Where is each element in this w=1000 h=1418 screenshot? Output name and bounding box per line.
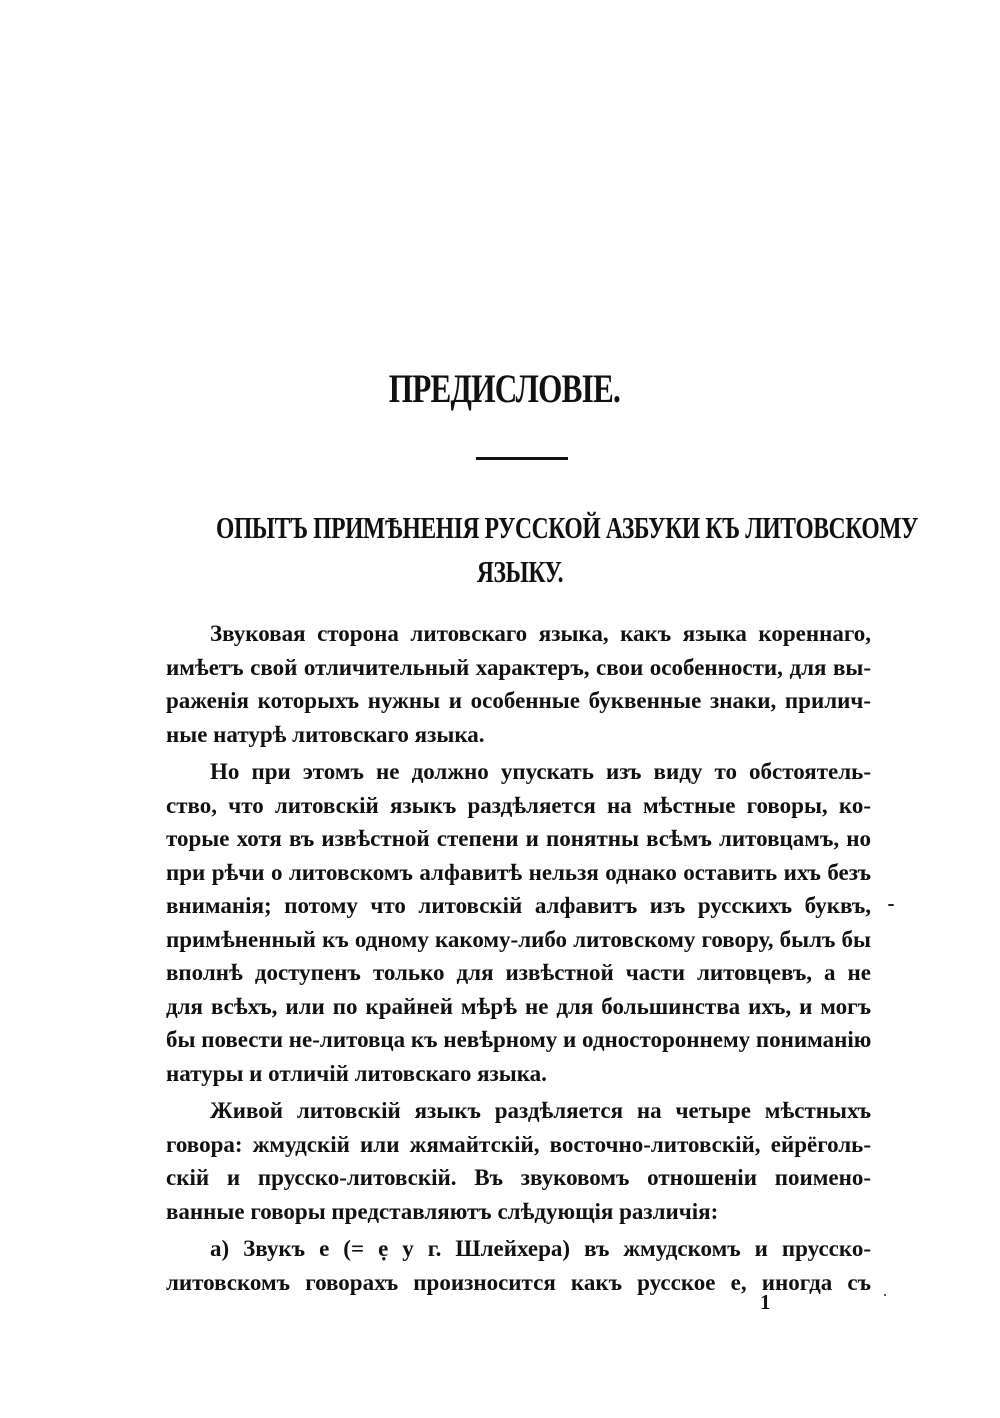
text-line: раженія которыхъ нужны и особенные буквенные знаки, прилич- xyxy=(166,688,871,713)
text-line: вниманія; потому что литовскій алфавитъ изъ русскихъ буквъ, xyxy=(166,893,871,918)
page-title: ПРЕДИСЛОВІЕ. xyxy=(388,366,621,411)
text-line: ванные говоры представляютъ слѣдующія различія: xyxy=(166,1198,719,1224)
text-line: примѣненный къ одному какому-либо литовскому говору, былъ бы xyxy=(166,926,871,952)
text-line: при рѣчи о литовскомъ алфавитѣ нельзя однако оставить ихъ безъ xyxy=(166,859,871,885)
section-title xyxy=(120,506,920,594)
scan-speck xyxy=(884,1294,886,1296)
text-line: а) Звукъ е (= ẹ у г. Шлейхера) въ жмудскомъ и прусско- xyxy=(210,1236,871,1261)
paragraph-1 xyxy=(166,617,871,751)
scan-speck xyxy=(888,904,894,906)
text-line: ные натурѣ литовскаго языка. xyxy=(166,721,485,747)
text-line: ство, что литовскій языкъ раздѣляется на мѣстные говоры, ко- xyxy=(166,792,871,818)
text-line: натуры и отличій литовскаго языка. xyxy=(166,1060,547,1086)
page-number: 1 xyxy=(760,1290,771,1314)
text-line: имѣетъ свой отличительный характеръ, свои особенности, для вы- xyxy=(166,654,871,680)
text-line: вполнѣ доступенъ только для извѣстной части литовцевъ, а не xyxy=(166,960,871,985)
paragraph-3 xyxy=(166,1094,871,1228)
section-title-line-2: ЯЗЫКУ. xyxy=(476,554,564,589)
text-line: литовскомъ говорахъ произносится какъ русское е, иногда съ xyxy=(166,1269,871,1295)
section-title-line-1: ОПЫТЪ ПРИМѢНЕНІЯ РУССКОЙ АЗБУКИ КЪ ЛИТОВСКОМУ xyxy=(216,510,919,545)
text-line: Но при этомъ не должно упускать изъ виду то обстоятель- xyxy=(210,759,871,784)
text-line: скій и прусско-литовскій. Въ звуковомъ отношеніи поимено- xyxy=(166,1165,871,1190)
text-line: говора: жмудскій или жямайтскій, восточно-литовскій, ейрёголь- xyxy=(166,1131,871,1157)
title-divider xyxy=(476,457,568,460)
body-text xyxy=(166,617,871,1299)
text-line: Звуковая сторона литовскаго языка, какъ языка кореннаго, xyxy=(210,621,871,646)
text-line: для всѣхъ, или по крайней мѣрѣ не для большинства ихъ, и могъ xyxy=(166,993,871,1019)
paragraph-4 xyxy=(166,1232,871,1299)
text-line: бы повести не-литовца къ невѣрному и одностороннему пониманію xyxy=(166,1027,872,1052)
text-line: торые хотя въ извѣстной степени и понятны всѣмъ литовцамъ, но xyxy=(166,826,871,851)
text-line: Живой литовскій языкъ раздѣляется на четыре мѣстныхъ xyxy=(210,1098,871,1123)
paragraph-2 xyxy=(166,755,871,1090)
